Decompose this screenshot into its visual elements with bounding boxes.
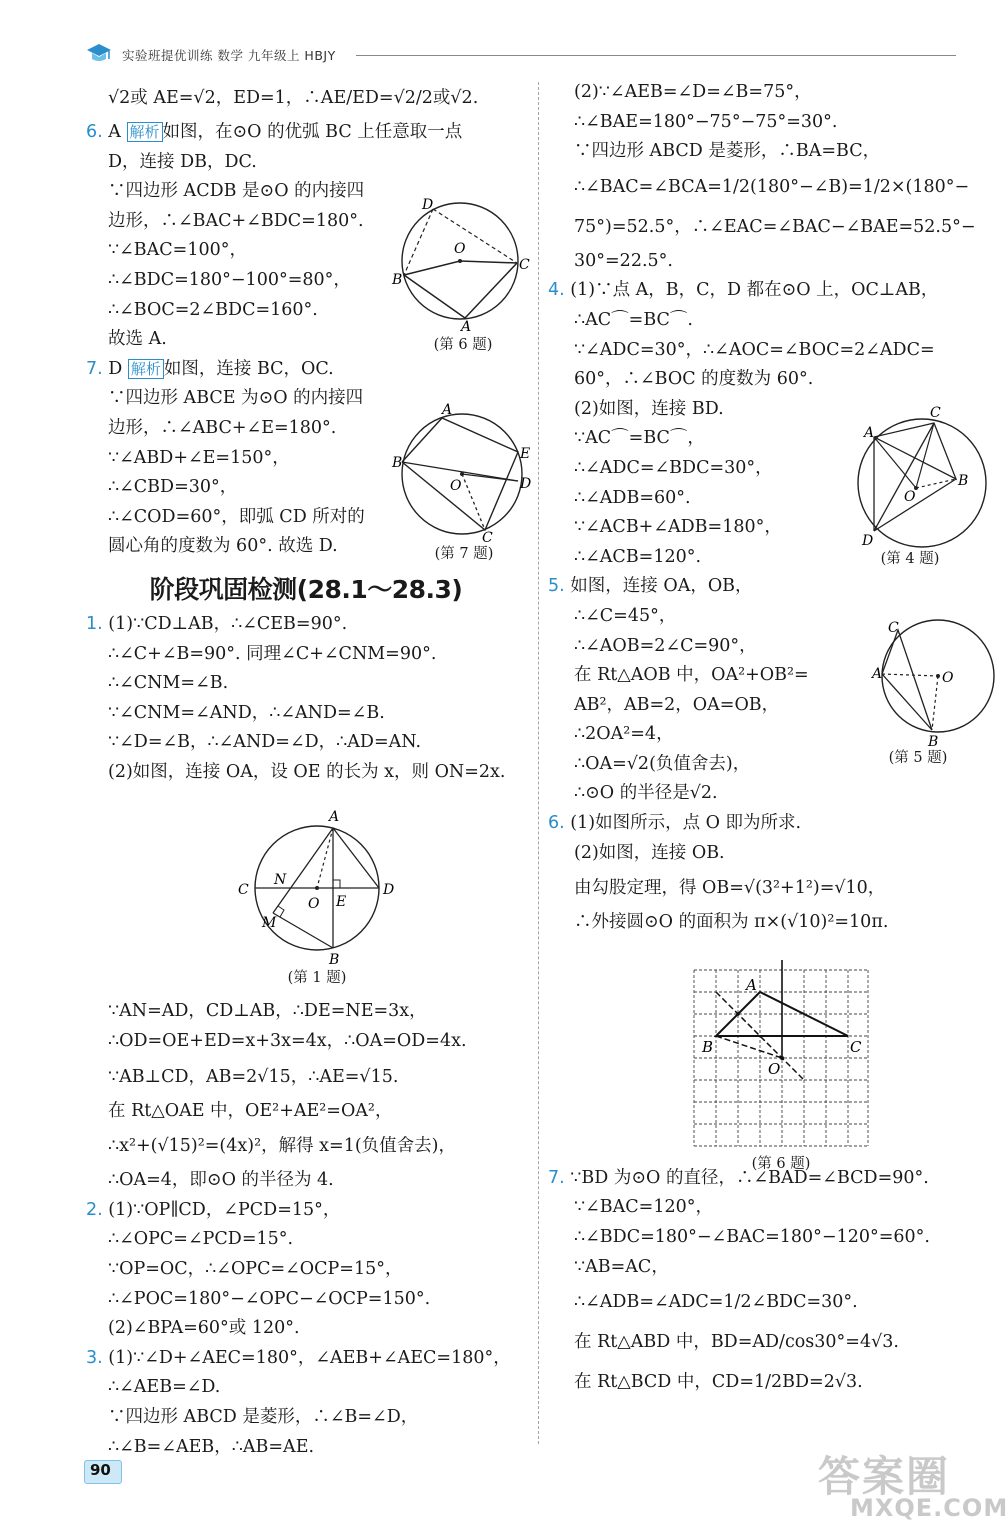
label-O: O	[904, 489, 916, 505]
text-line: ∵AC⌒=BC⌒，	[574, 428, 705, 449]
text-line: (2)如图，连接 OA，设 OE 的长为 x，则 ON=2x.	[108, 761, 506, 782]
figure-q7	[390, 402, 538, 563]
figure-q6	[388, 195, 538, 354]
text-line: ∵四边形 ABCE 为⊙O 的内接四	[108, 388, 364, 409]
text-line: (2)∵∠AEB=∠D=∠B=75°，	[574, 82, 812, 102]
circle-diagram	[388, 195, 538, 333]
label-A: A	[746, 976, 757, 994]
text-line: ∵∠ABD+∠E=150°，	[108, 447, 290, 468]
text-line: ∵AN=AD，CD⊥AB，∴DE=NE=3x，	[108, 1001, 427, 1022]
watermark-text: 答案圈	[818, 1452, 951, 1501]
text-line: ∴∠C=45°，	[574, 605, 677, 626]
text-line: ∴∠ADB=∠ADC=1/2∠BDC=30°.	[574, 1292, 858, 1313]
text-line: ∴2OA²=4，	[574, 724, 674, 745]
text-line: 在 Rt△AOB 中，OA²+OB²=	[574, 665, 809, 686]
text-line: ∵∠BAC=120°，	[574, 1197, 714, 1218]
label-M: M	[262, 915, 277, 931]
text-line: 在 Rt△ABD 中，BD=AD/cos30°=4√3.	[574, 1332, 899, 1353]
text-line: ∴⊙O 的半径是√2.	[574, 783, 718, 804]
question-1: 1. (1)∵CD⊥AB，∴∠CEB=90°.	[86, 613, 348, 634]
figure-caption: (第 6 题)	[433, 337, 493, 353]
text-line: ∴∠AOB=2∠C=90°，	[574, 635, 757, 656]
figure-caption: (第 1 题)	[287, 970, 347, 986]
text-line: ∵四边形 ABCD 是菱形，∴BA=BC，	[574, 141, 881, 162]
label-A: A	[461, 319, 472, 335]
circle-diagram	[870, 618, 966, 750]
figure-caption: (第 4 题)	[880, 551, 940, 567]
label-D: D	[520, 476, 532, 492]
text-line: ∴∠BOC=2∠BDC=160°.	[108, 299, 318, 320]
label-B: B	[392, 455, 403, 471]
text-line: ∴∠ADC=∠BDC=30°，	[574, 457, 773, 478]
label-O: O	[308, 896, 320, 912]
circle-diagram	[856, 403, 969, 551]
text-line: ∵AB=AC，	[574, 1256, 669, 1277]
text-line: √2或 AE=√2，ED=1，∴AE/ED=√2/2或√2.	[108, 88, 479, 108]
label-B: B	[329, 952, 340, 968]
text-line: ∵∠CNM=∠AND，∴∠AND=∠B.	[108, 702, 385, 723]
text-line: ∵四边形 ACDB 是⊙O 的内接四	[108, 181, 365, 202]
text-line: (2)如图，连接 BD.	[574, 398, 724, 419]
question-7: 7. D 解析 如图，连接 BC，OC.	[86, 358, 334, 379]
text-line: 60°，∴∠BOC 的度数为 60°.	[574, 369, 814, 390]
text-line: 圆心角的度数为 60°. 故选 D.	[108, 536, 338, 557]
label-D: D	[383, 882, 395, 898]
text-line: ∴OA=√2(负值舍去)，	[574, 753, 751, 774]
label-C: C	[888, 620, 899, 636]
text-line: ∴∠AEB=∠D.	[108, 1377, 221, 1398]
figure-q6-grid	[690, 960, 872, 1173]
label-C: C	[238, 882, 249, 898]
label-O: O	[942, 670, 954, 686]
label-O: O	[768, 1060, 781, 1078]
text-line: 在 Rt△BCD 中，CD=1/2BD=2√3.	[574, 1372, 863, 1393]
page-header	[86, 38, 956, 74]
label-E: E	[336, 894, 347, 910]
text-line: ∴AC⌒=BC⌒.	[574, 309, 693, 330]
graduation-cap-icon	[86, 40, 112, 66]
watermark-url: MXQE.COM	[850, 1494, 1008, 1522]
figure-caption: (第 5 题)	[888, 750, 948, 766]
circle-diagram	[390, 402, 538, 546]
text-line: ∴∠BAC=∠BCA=1/2(180°−∠B)=1/2×(180°−	[574, 176, 970, 197]
text-line: D，连接 DB，DC.	[108, 151, 257, 172]
label-E: E	[520, 446, 531, 462]
figure-q5	[870, 618, 966, 767]
grid-diagram	[690, 960, 872, 1152]
text-line: ∴∠CBD=30°，	[108, 477, 238, 498]
label-D: D	[422, 197, 434, 213]
text-line: 30°=22.5°.	[574, 250, 673, 271]
question-2: 2. (1)∵OP∥CD，∠PCD=15°，	[86, 1199, 341, 1220]
header-title: 实验班提优训练 数学 九年级上 HBJY	[122, 48, 336, 63]
text-line: ∵∠D=∠B，∴∠AND=∠D，∴AD=AN.	[108, 732, 422, 753]
label-O: O	[450, 478, 462, 494]
page-number-text: 90	[90, 1461, 111, 1479]
question-3: 3. (1)∵∠D+∠AEC=180°，∠AEB+∠AEC=180°，	[86, 1347, 511, 1368]
text-line: ∵AB⊥CD，AB=2√15，∴AE=√15.	[108, 1066, 399, 1087]
circle-diagram	[232, 808, 402, 966]
text-line: ∴∠BDC=180°−∠BAC=180°−120°=60°.	[574, 1227, 930, 1248]
label-N: N	[274, 872, 287, 888]
text-line: ∴∠OPC=∠PCD=15°.	[108, 1229, 294, 1250]
label-O: O	[454, 241, 466, 257]
label-C: C	[482, 530, 493, 546]
label-C: C	[519, 257, 530, 273]
question-6b: 6. (1)如图所示，点 O 即为所求.	[548, 813, 802, 834]
text-line: ∴∠COD=60°，即弧 CD 所对的	[108, 506, 365, 527]
text-line: ∵∠ADC=30°，∴∠AOC=∠BOC=2∠ADC=	[574, 339, 935, 360]
label-B: B	[702, 1038, 714, 1056]
figure-q1	[232, 808, 402, 987]
label-A: A	[442, 402, 453, 418]
label-B: B	[928, 734, 939, 750]
analysis-tag: 解析	[128, 359, 164, 379]
column-divider	[538, 82, 539, 1444]
figure-caption: (第 6 题)	[751, 1156, 811, 1172]
label-C: C	[850, 1038, 862, 1056]
text-line: ∴OA=4，即⊙O 的半径为 4.	[108, 1170, 334, 1191]
text-line: (2)∠BPA=60°或 120°.	[108, 1318, 300, 1339]
text-line: 75°)=52.5°，∴∠EAC=∠BAC−∠BAE=52.5°−	[574, 216, 976, 237]
question-5: 5. 如图，连接 OA，OB，	[548, 576, 753, 597]
text-line: ∴∠ADB=60°.	[574, 487, 691, 508]
label-D: D	[862, 533, 874, 549]
watermark	[808, 1444, 1008, 1530]
text-line: ∴∠B=∠AEB，∴AB=AE.	[108, 1436, 315, 1457]
text-line: 边形，∴∠ABC+∠E=180°.	[108, 417, 337, 438]
question-4: 4. (1)∵点 A，B，C，D 都在⊙O 上，OC⊥AB，	[548, 280, 939, 301]
text-line: ∴∠C+∠B=90°. 同理∠C+∠CNM=90°.	[108, 643, 437, 664]
figure-q4	[856, 403, 969, 568]
label-A: A	[872, 666, 883, 682]
section-title: 阶段巩固检测(28.1～28.3)	[149, 574, 463, 604]
text-line: 边形，∴∠BAC+∠BDC=180°.	[108, 210, 364, 231]
label-A: A	[329, 809, 340, 825]
figure-caption: (第 7 题)	[434, 546, 494, 562]
text-line: ∴∠BAE=180°−75°−75°=30°.	[574, 111, 838, 132]
text-line: ∵∠ACB+∠ADB=180°，	[574, 517, 782, 538]
header-rule	[356, 55, 956, 56]
text-line: 在 Rt△OAE 中，OE²+AE²=OA²，	[108, 1100, 393, 1121]
text-line: AB²，AB=2，OA=OB，	[574, 694, 780, 715]
text-line: ∴∠CNM=∠B.	[108, 673, 229, 694]
text-line: ∴∠ACB=120°.	[574, 546, 702, 567]
question-6: 6. A 解析 如图，在⊙O 的优弧 BC 上任意取一点	[86, 122, 463, 142]
text-line: ∴∠BDC=180°−100°=80°，	[108, 269, 351, 290]
text-line: 由勾股定理，得 OB=√(3²+1²)=√10，	[574, 878, 886, 899]
text-line: ∵OP=OC，∴∠OPC=∠OCP=15°，	[108, 1259, 403, 1280]
label-B: B	[392, 272, 403, 288]
text-line: ∴OD=OE+ED=x+3x=4x，∴OA=OD=4x.	[108, 1031, 467, 1052]
page-number	[84, 1460, 124, 1482]
text-line: ∵四边形 ABCD 是菱形，∴∠B=∠D，	[108, 1407, 419, 1427]
text-line: ∴∠POC=180°−∠OPC−∠OCP=150°.	[108, 1288, 431, 1309]
text-line: ∴外接圆⊙O 的面积为 π×(√10)²=10π.	[574, 912, 889, 933]
label-B: B	[958, 473, 969, 489]
label-A: A	[864, 425, 875, 441]
analysis-tag: 解析	[127, 122, 163, 142]
question-7b: 7. ∵BD 为⊙O 的直径，∴∠BAD=∠BCD=90°.	[548, 1167, 929, 1188]
text-line: (2)如图，连接 OB.	[574, 842, 725, 863]
text-line: ∵∠BAC=100°，	[108, 240, 248, 261]
text-line: ∴x²+(√15)²=(4x)²，解得 x=1(负值舍去)，	[108, 1136, 456, 1157]
text-line: 故选 A.	[108, 329, 167, 350]
label-C: C	[930, 405, 941, 421]
